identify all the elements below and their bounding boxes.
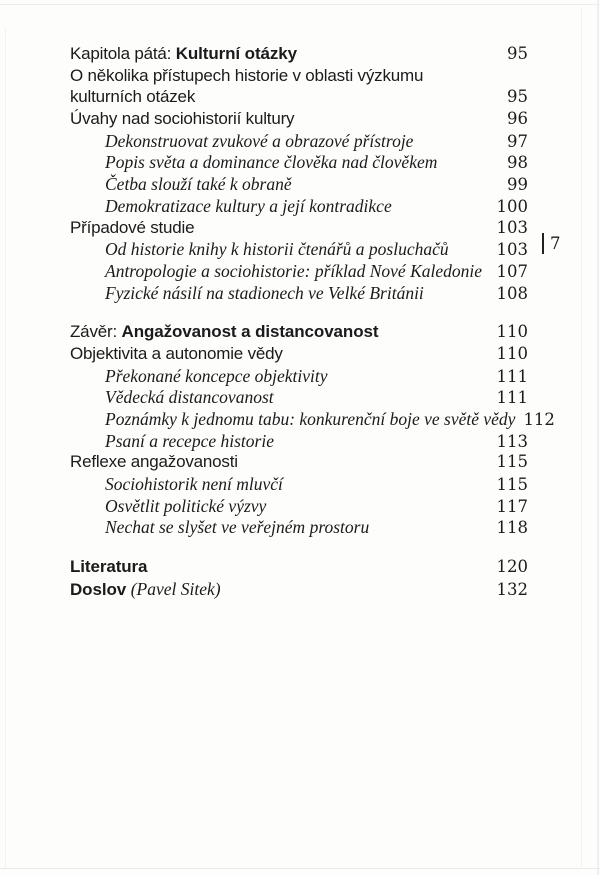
toc-entry-text [70,218,194,238]
scan-edge-left [5,28,6,868]
toc-entry-segment: Fyzické násilí na stadionech ve Velké Británii [105,282,424,303]
toc-entry-segment: Poznámky k jednomu tabu: konkurenční boje ve světě vědy [105,409,516,429]
toc-row [70,344,528,366]
scan-edge-right-outer [597,0,599,875]
toc-entry-text [70,344,283,364]
toc-entry-segment: Demokratizace kultury a její kontradikce [105,195,392,216]
margin-page-marker [542,233,561,254]
scan-edge-top [0,4,600,5]
toc-page-number: 97 [507,131,528,151]
toc-entry-text [70,66,423,86]
toc-row [70,431,528,453]
toc-entry-segment: Psaní a recepce historie [105,430,274,451]
margin-marker-bar-icon [542,233,544,254]
toc-row [70,474,528,496]
toc-entry-segment: Úvahy nad sociohistorií kultury [70,109,295,129]
toc-page-number: 120 [496,557,528,577]
toc-page-number: 103 [496,217,528,237]
toc-entry-segment: Reflexe angažovanosti [70,452,238,472]
toc-entry-text [70,579,221,600]
toc-page-number: 95 [507,87,528,107]
toc-row [70,517,528,539]
toc-page-number: 103 [496,240,528,260]
toc-entry-text [70,366,328,387]
toc-page-number: 110 [496,343,528,363]
toc-entry-text [70,452,238,472]
toc-entry-segment: (Pavel Sitek) [130,578,221,599]
toc-row [70,579,528,601]
toc-row [70,496,528,518]
toc-page-number: 112 [523,410,555,429]
toc-entry-segment: Doslov [70,579,131,599]
toc-row [70,239,528,261]
toc-row [70,109,528,131]
toc-row [70,261,528,283]
toc-entry-segment: Antropologie a sociohistorie: příklad Nové Kaledonie [105,260,483,281]
toc-page-number: 117 [496,496,528,516]
toc-entry-segment: Kulturní otázky [175,44,297,63]
toc-entry-text [70,474,283,495]
toc-entry-segment: Od historie knihy k historii čtenářů a posluchačů [105,239,449,260]
toc-page-number: 115 [496,475,528,495]
toc-entry-text [70,152,437,173]
toc-entry-text [70,131,413,152]
toc-row [70,66,528,88]
toc-row [70,366,528,388]
toc-entry-segment: Kapitola pátá: [70,44,176,63]
toc-entry-text [70,517,369,538]
toc-entry-segment: Objektivita a autonomie vědy [70,343,283,363]
toc-page-number: 99 [507,175,528,195]
table-of-contents [70,44,555,601]
toc-entry-segment: Sociohistorik není mluvčí [105,474,283,495]
toc-page-number: 111 [496,388,528,408]
toc-entry-segment: Případové studie [70,217,195,237]
toc-entry-text [70,174,292,195]
toc-row [70,283,528,305]
toc-entry-text [70,44,297,64]
toc-entry-text [70,239,449,260]
toc-row [70,322,528,344]
toc-entry-segment: Četba slouží také k obraně [105,174,292,195]
toc-row [70,452,528,474]
toc-entry-segment: Dekonstruovat zvukové a obrazové přístroje [105,130,414,151]
toc-page-number: 113 [496,431,528,451]
toc-page-number: 95 [507,44,528,63]
toc-entry-segment: kulturních otázek [70,87,196,107]
toc-row [70,218,528,240]
toc-entry-text [70,261,482,282]
toc-entry-segment: Nechat se slyšet ve veřejném prostoru [105,517,370,538]
toc-entry-text [70,431,274,452]
toc-entry-segment: Vědecká distancovanost [105,387,274,408]
toc-row [70,152,528,174]
toc-entry-segment: Překonané koncepce objektivity [105,365,328,386]
toc-entry-text [70,87,195,107]
toc-page-number: 108 [496,283,528,303]
scan-edge-right-inner [581,8,582,866]
toc-entry-segment: O několika přístupech historie v oblasti výzkumu [70,65,424,85]
toc-entry-segment: Angažovanost a distancovanost [121,322,379,342]
toc-page-number: 118 [496,518,528,538]
toc-entry-text [70,322,378,342]
toc-page-number: 98 [507,153,528,173]
toc-entry-text [70,109,294,129]
toc-entry-segment: Osvětlit politické výzvy [105,495,267,516]
toc-entry-text [70,557,147,577]
toc-row [70,557,528,579]
scan-edge-bottom [0,868,600,869]
margin-page-number: 7 [550,234,561,253]
toc-row [70,44,528,66]
toc-entry-text [70,387,274,408]
toc-page-number: 132 [496,579,528,599]
toc-page-number: 107 [496,261,528,281]
toc-row [70,87,528,109]
toc-entry-segment: Literatura [70,557,148,577]
toc-entry-text [70,496,266,517]
toc-page-number: 110 [496,322,528,342]
toc-row [70,174,528,196]
toc-page-number: 115 [496,452,528,472]
toc-row [70,196,528,218]
toc-entry-segment: Závěr: [70,322,122,342]
toc-entry-segment: Popis světa a dominance člověka nad člověkem [105,152,438,173]
toc-page-number: 100 [496,196,528,216]
toc-entry-text [70,409,515,430]
toc-row [70,409,555,431]
toc-page-number: 111 [496,366,528,386]
toc-entry-text [70,196,392,217]
toc-page-number: 96 [507,109,528,129]
toc-entry-text [70,283,424,304]
toc-row [70,131,528,153]
toc-row [70,387,528,409]
